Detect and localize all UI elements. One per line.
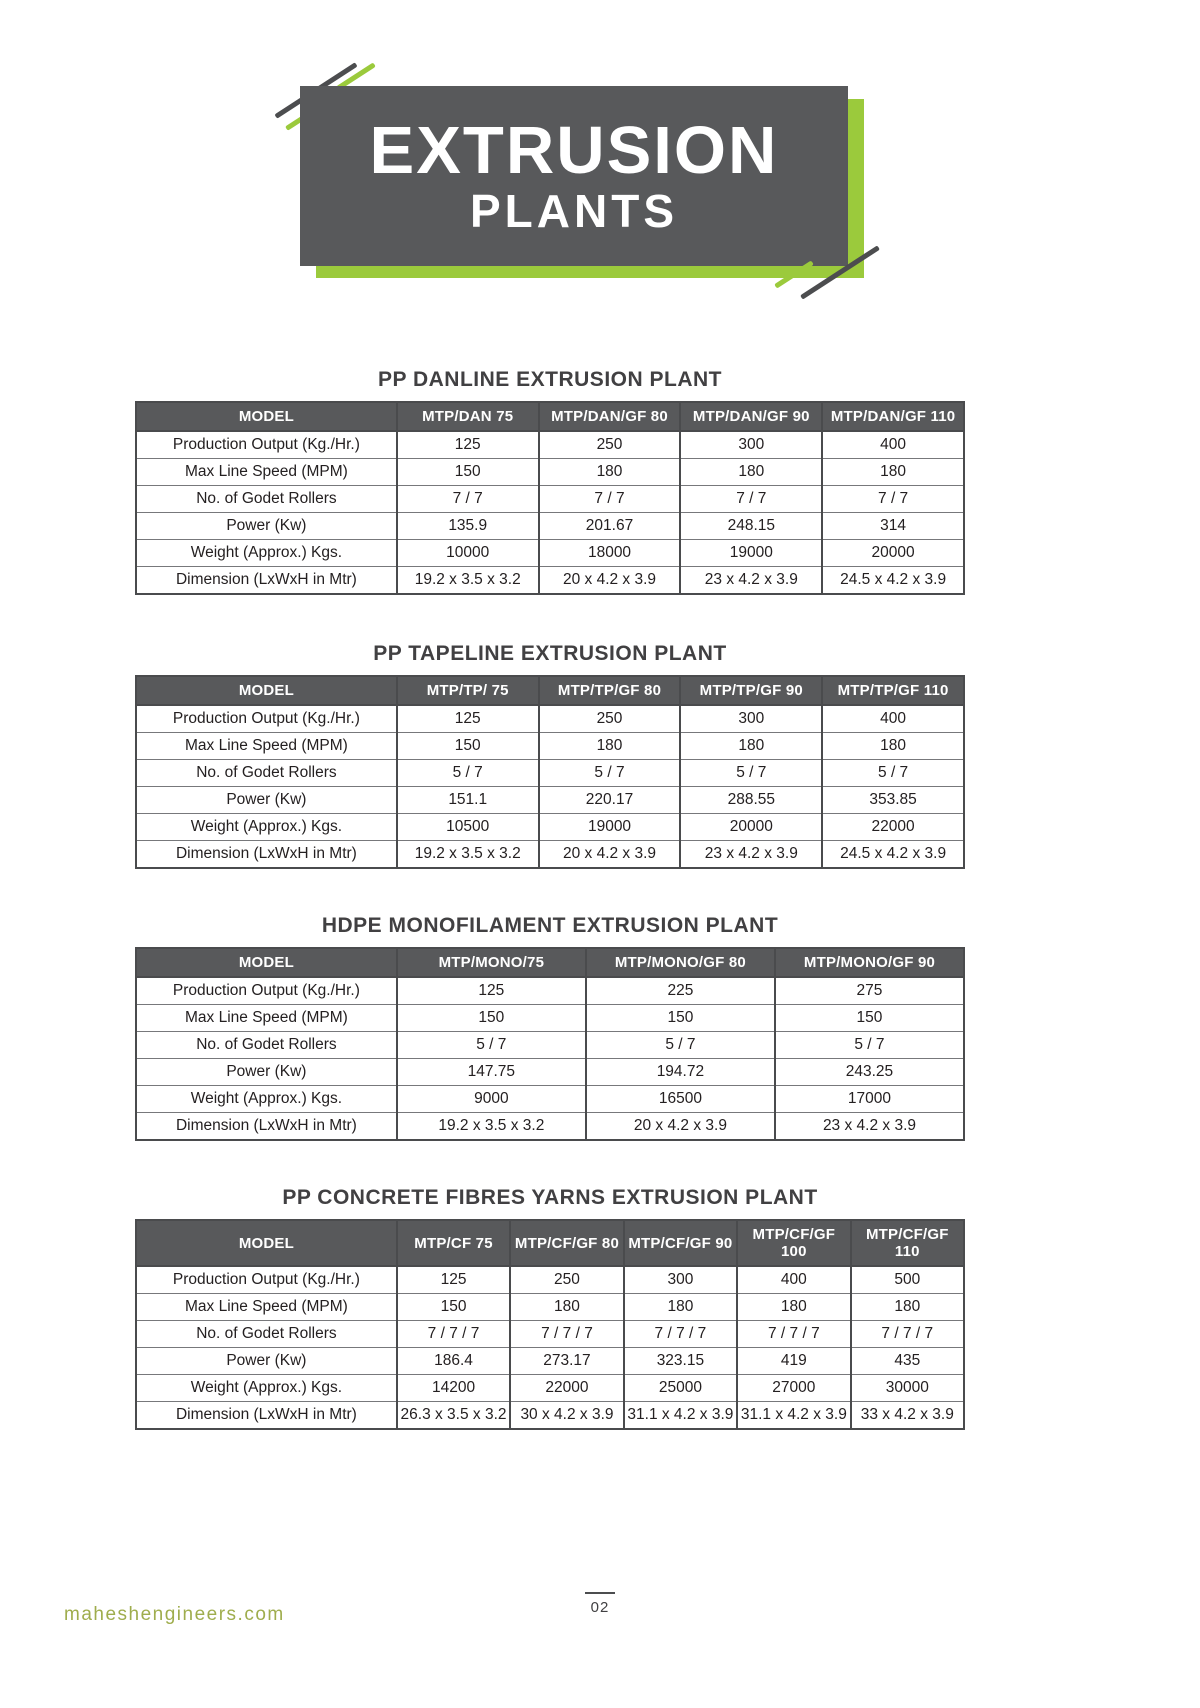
value-cell: 18000 — [539, 540, 681, 567]
value-cell: 125 — [397, 705, 539, 733]
table-row — [136, 760, 964, 787]
table-row — [136, 1348, 964, 1375]
section-title: PP DANLINE EXTRUSION PLANT — [378, 368, 722, 391]
page-number-rule — [585, 1592, 615, 1594]
value-cell: 180 — [680, 459, 822, 486]
row-label: Production Output (Kg./Hr.) — [136, 1266, 397, 1294]
table-row — [136, 1321, 964, 1348]
value-cell: 23 x 4.2 x 3.9 — [680, 567, 822, 595]
row-label: Dimension (LxWxH in Mtr) — [136, 841, 397, 869]
value-cell: 500 — [851, 1266, 964, 1294]
row-label: Production Output (Kg./Hr.) — [136, 977, 397, 1005]
website-link[interactable]: maheshengineers.com — [64, 1604, 285, 1625]
table-row — [136, 1059, 964, 1086]
value-cell: 5 / 7 — [586, 1032, 775, 1059]
value-cell: 10000 — [397, 540, 539, 567]
banner-box — [300, 86, 848, 266]
value-cell: 248.15 — [680, 513, 822, 540]
model-name-cell: MTP/DAN/GF 110 — [822, 402, 964, 431]
model-header-cell: MODEL — [136, 1220, 397, 1266]
value-cell: 150 — [397, 1294, 510, 1321]
row-label: Production Output (Kg./Hr.) — [136, 705, 397, 733]
model-name-cell: MTP/MONO/GF 80 — [586, 948, 775, 977]
value-cell: 275 — [775, 977, 964, 1005]
row-label: No. of Godet Rollers — [136, 486, 397, 513]
table-row — [136, 513, 964, 540]
value-cell: 180 — [851, 1294, 964, 1321]
value-cell: 180 — [510, 1294, 623, 1321]
value-cell: 180 — [539, 459, 681, 486]
row-label: No. of Godet Rollers — [136, 1032, 397, 1059]
row-label: Production Output (Kg./Hr.) — [136, 431, 397, 459]
value-cell: 16500 — [586, 1086, 775, 1113]
value-cell: 9000 — [397, 1086, 586, 1113]
value-cell: 125 — [397, 977, 586, 1005]
page-number: 02 — [590, 1599, 610, 1616]
value-cell: 435 — [851, 1348, 964, 1375]
row-label: Weight (Approx.) Kgs. — [136, 540, 397, 567]
row-label: No. of Godet Rollers — [136, 760, 397, 787]
row-label: Max Line Speed (MPM) — [136, 733, 397, 760]
spec-table-hdpe-monofilament-extrusion-plant — [135, 947, 965, 1141]
value-cell: 151.1 — [397, 787, 539, 814]
value-cell: 186.4 — [397, 1348, 510, 1375]
value-cell: 150 — [397, 733, 539, 760]
value-cell: 250 — [510, 1266, 623, 1294]
value-cell: 7 / 7 / 7 — [624, 1321, 737, 1348]
value-cell: 180 — [624, 1294, 737, 1321]
value-cell: 180 — [539, 733, 681, 760]
table-row — [136, 787, 964, 814]
value-cell: 7 / 7 — [822, 486, 964, 513]
table-row — [136, 814, 964, 841]
section-pp-danline-extrusion-plant — [135, 368, 965, 595]
value-cell: 180 — [737, 1294, 850, 1321]
table-row — [136, 841, 964, 869]
value-cell: 419 — [737, 1348, 850, 1375]
row-label: Power (Kw) — [136, 513, 397, 540]
table-row — [136, 1266, 964, 1294]
section-pp-concrete-fibres-yarns-extrusion-plant — [135, 1186, 965, 1430]
value-cell: 27000 — [737, 1375, 850, 1402]
table-row — [136, 1032, 964, 1059]
table-row — [136, 567, 964, 595]
model-name-cell: MTP/TP/GF 80 — [539, 676, 681, 705]
value-cell: 135.9 — [397, 513, 539, 540]
row-label: Dimension (LxWxH in Mtr) — [136, 1402, 397, 1430]
page-number-block — [570, 1592, 630, 1616]
section-title: HDPE MONOFILAMENT EXTRUSION PLANT — [321, 914, 779, 937]
table-row — [136, 1005, 964, 1032]
value-cell: 20 x 4.2 x 3.9 — [539, 841, 681, 869]
table-row — [136, 705, 964, 733]
value-cell: 19.2 x 3.5 x 3.2 — [397, 567, 539, 595]
page-footer — [0, 1592, 1200, 1652]
row-label: Power (Kw) — [136, 1348, 397, 1375]
value-cell: 5 / 7 — [397, 1032, 586, 1059]
table-row — [136, 459, 964, 486]
table-row — [136, 1375, 964, 1402]
model-name-cell: MTP/DAN 75 — [397, 402, 539, 431]
value-cell: 353.85 — [822, 787, 964, 814]
value-cell: 24.5 x 4.2 x 3.9 — [822, 841, 964, 869]
spec-table-pp-danline-extrusion-plant — [135, 401, 965, 595]
value-cell: 300 — [680, 431, 822, 459]
value-cell: 23 x 4.2 x 3.9 — [775, 1113, 964, 1141]
value-cell: 5 / 7 — [775, 1032, 964, 1059]
row-label: Weight (Approx.) Kgs. — [136, 814, 397, 841]
value-cell: 19000 — [680, 540, 822, 567]
value-cell: 250 — [539, 431, 681, 459]
value-cell: 250 — [539, 705, 681, 733]
row-label: Dimension (LxWxH in Mtr) — [136, 567, 397, 595]
table-row — [136, 1086, 964, 1113]
table-row — [136, 733, 964, 760]
model-name-cell: MTP/CF 75 — [397, 1220, 510, 1266]
model-name-cell: MTP/TP/ 75 — [397, 676, 539, 705]
value-cell: 125 — [397, 1266, 510, 1294]
value-cell: 147.75 — [397, 1059, 586, 1086]
table-row — [136, 1402, 964, 1430]
value-cell: 5 / 7 — [822, 760, 964, 787]
model-name-cell: MTP/CF/GF 100 — [737, 1220, 850, 1266]
header-banner — [0, 0, 1200, 330]
value-cell: 150 — [586, 1005, 775, 1032]
value-cell: 400 — [822, 431, 964, 459]
header-row — [136, 1220, 964, 1266]
value-cell: 194.72 — [586, 1059, 775, 1086]
value-cell: 26.3 x 3.5 x 3.2 — [397, 1402, 510, 1430]
value-cell: 20 x 4.2 x 3.9 — [586, 1113, 775, 1141]
row-label: Max Line Speed (MPM) — [136, 1005, 397, 1032]
value-cell: 7 / 7 — [397, 486, 539, 513]
value-cell: 33 x 4.2 x 3.9 — [851, 1402, 964, 1430]
value-cell: 180 — [822, 733, 964, 760]
section-pp-tapeline-extrusion-plant — [135, 642, 965, 869]
row-label: Power (Kw) — [136, 1059, 397, 1086]
model-name-cell: MTP/CF/GF 80 — [510, 1220, 623, 1266]
spec-table-pp-concrete-fibres-yarns-extrusion-plant — [135, 1219, 965, 1430]
value-cell: 14200 — [397, 1375, 510, 1402]
value-cell: 150 — [397, 459, 539, 486]
value-cell: 5 / 7 — [680, 760, 822, 787]
value-cell: 125 — [397, 431, 539, 459]
model-header-cell: MODEL — [136, 676, 397, 705]
value-cell: 7 / 7 / 7 — [851, 1321, 964, 1348]
value-cell: 30000 — [851, 1375, 964, 1402]
row-label: No. of Godet Rollers — [136, 1321, 397, 1348]
value-cell: 323.15 — [624, 1348, 737, 1375]
value-cell: 20000 — [680, 814, 822, 841]
value-cell: 400 — [822, 705, 964, 733]
table-row — [136, 1294, 964, 1321]
model-header-cell: MODEL — [136, 402, 397, 431]
value-cell: 300 — [624, 1266, 737, 1294]
value-cell: 220.17 — [539, 787, 681, 814]
value-cell: 300 — [680, 705, 822, 733]
header-row — [136, 676, 964, 705]
model-name-cell: MTP/MONO/75 — [397, 948, 586, 977]
value-cell: 30 x 4.2 x 3.9 — [510, 1402, 623, 1430]
section-hdpe-monofilament-extrusion-plant — [135, 914, 965, 1141]
page-subtitle: PLANTS — [470, 185, 678, 238]
model-name-cell: MTP/DAN/GF 80 — [539, 402, 681, 431]
row-label: Dimension (LxWxH in Mtr) — [136, 1113, 397, 1141]
table-row — [136, 540, 964, 567]
value-cell: 314 — [822, 513, 964, 540]
value-cell: 7 / 7 — [539, 486, 681, 513]
value-cell: 20000 — [822, 540, 964, 567]
value-cell: 7 / 7 / 7 — [397, 1321, 510, 1348]
table-row — [136, 1113, 964, 1141]
value-cell: 5 / 7 — [397, 760, 539, 787]
value-cell: 150 — [397, 1005, 586, 1032]
table-row — [136, 486, 964, 513]
value-cell: 7 / 7 / 7 — [510, 1321, 623, 1348]
model-header-cell: MODEL — [136, 948, 397, 977]
value-cell: 31.1 x 4.2 x 3.9 — [737, 1402, 850, 1430]
header-row — [136, 948, 964, 977]
value-cell: 17000 — [775, 1086, 964, 1113]
value-cell: 180 — [822, 459, 964, 486]
value-cell: 7 / 7 — [680, 486, 822, 513]
value-cell: 22000 — [822, 814, 964, 841]
value-cell: 22000 — [510, 1375, 623, 1402]
value-cell: 24.5 x 4.2 x 3.9 — [822, 567, 964, 595]
row-label: Weight (Approx.) Kgs. — [136, 1086, 397, 1113]
value-cell: 225 — [586, 977, 775, 1005]
model-name-cell: MTP/TP/GF 110 — [822, 676, 964, 705]
model-name-cell: MTP/MONO/GF 90 — [775, 948, 964, 977]
row-label: Power (Kw) — [136, 787, 397, 814]
section-title: PP CONCRETE FIBRES YARNS EXTRUSION PLANT — [282, 1186, 818, 1209]
value-cell: 400 — [737, 1266, 850, 1294]
value-cell: 31.1 x 4.2 x 3.9 — [624, 1402, 737, 1430]
value-cell: 7 / 7 / 7 — [737, 1321, 850, 1348]
model-name-cell: MTP/CF/GF 110 — [851, 1220, 964, 1266]
page-title: EXTRUSION — [369, 112, 779, 188]
model-name-cell: MTP/TP/GF 90 — [680, 676, 822, 705]
value-cell: 23 x 4.2 x 3.9 — [680, 841, 822, 869]
value-cell: 150 — [775, 1005, 964, 1032]
value-cell: 19000 — [539, 814, 681, 841]
model-name-cell: MTP/DAN/GF 90 — [680, 402, 822, 431]
value-cell: 273.17 — [510, 1348, 623, 1375]
section-title: PP TAPELINE EXTRUSION PLANT — [373, 642, 727, 665]
value-cell: 201.67 — [539, 513, 681, 540]
row-label: Max Line Speed (MPM) — [136, 1294, 397, 1321]
value-cell: 288.55 — [680, 787, 822, 814]
value-cell: 180 — [680, 733, 822, 760]
value-cell: 243.25 — [775, 1059, 964, 1086]
value-cell: 5 / 7 — [539, 760, 681, 787]
model-name-cell: MTP/CF/GF 90 — [624, 1220, 737, 1266]
row-label: Weight (Approx.) Kgs. — [136, 1375, 397, 1402]
value-cell: 19.2 x 3.5 x 3.2 — [397, 1113, 586, 1141]
table-row — [136, 431, 964, 459]
value-cell: 25000 — [624, 1375, 737, 1402]
value-cell: 20 x 4.2 x 3.9 — [539, 567, 681, 595]
table-row — [136, 977, 964, 1005]
spec-table-pp-tapeline-extrusion-plant — [135, 675, 965, 869]
row-label: Max Line Speed (MPM) — [136, 459, 397, 486]
value-cell: 10500 — [397, 814, 539, 841]
value-cell: 19.2 x 3.5 x 3.2 — [397, 841, 539, 869]
header-row — [136, 402, 964, 431]
